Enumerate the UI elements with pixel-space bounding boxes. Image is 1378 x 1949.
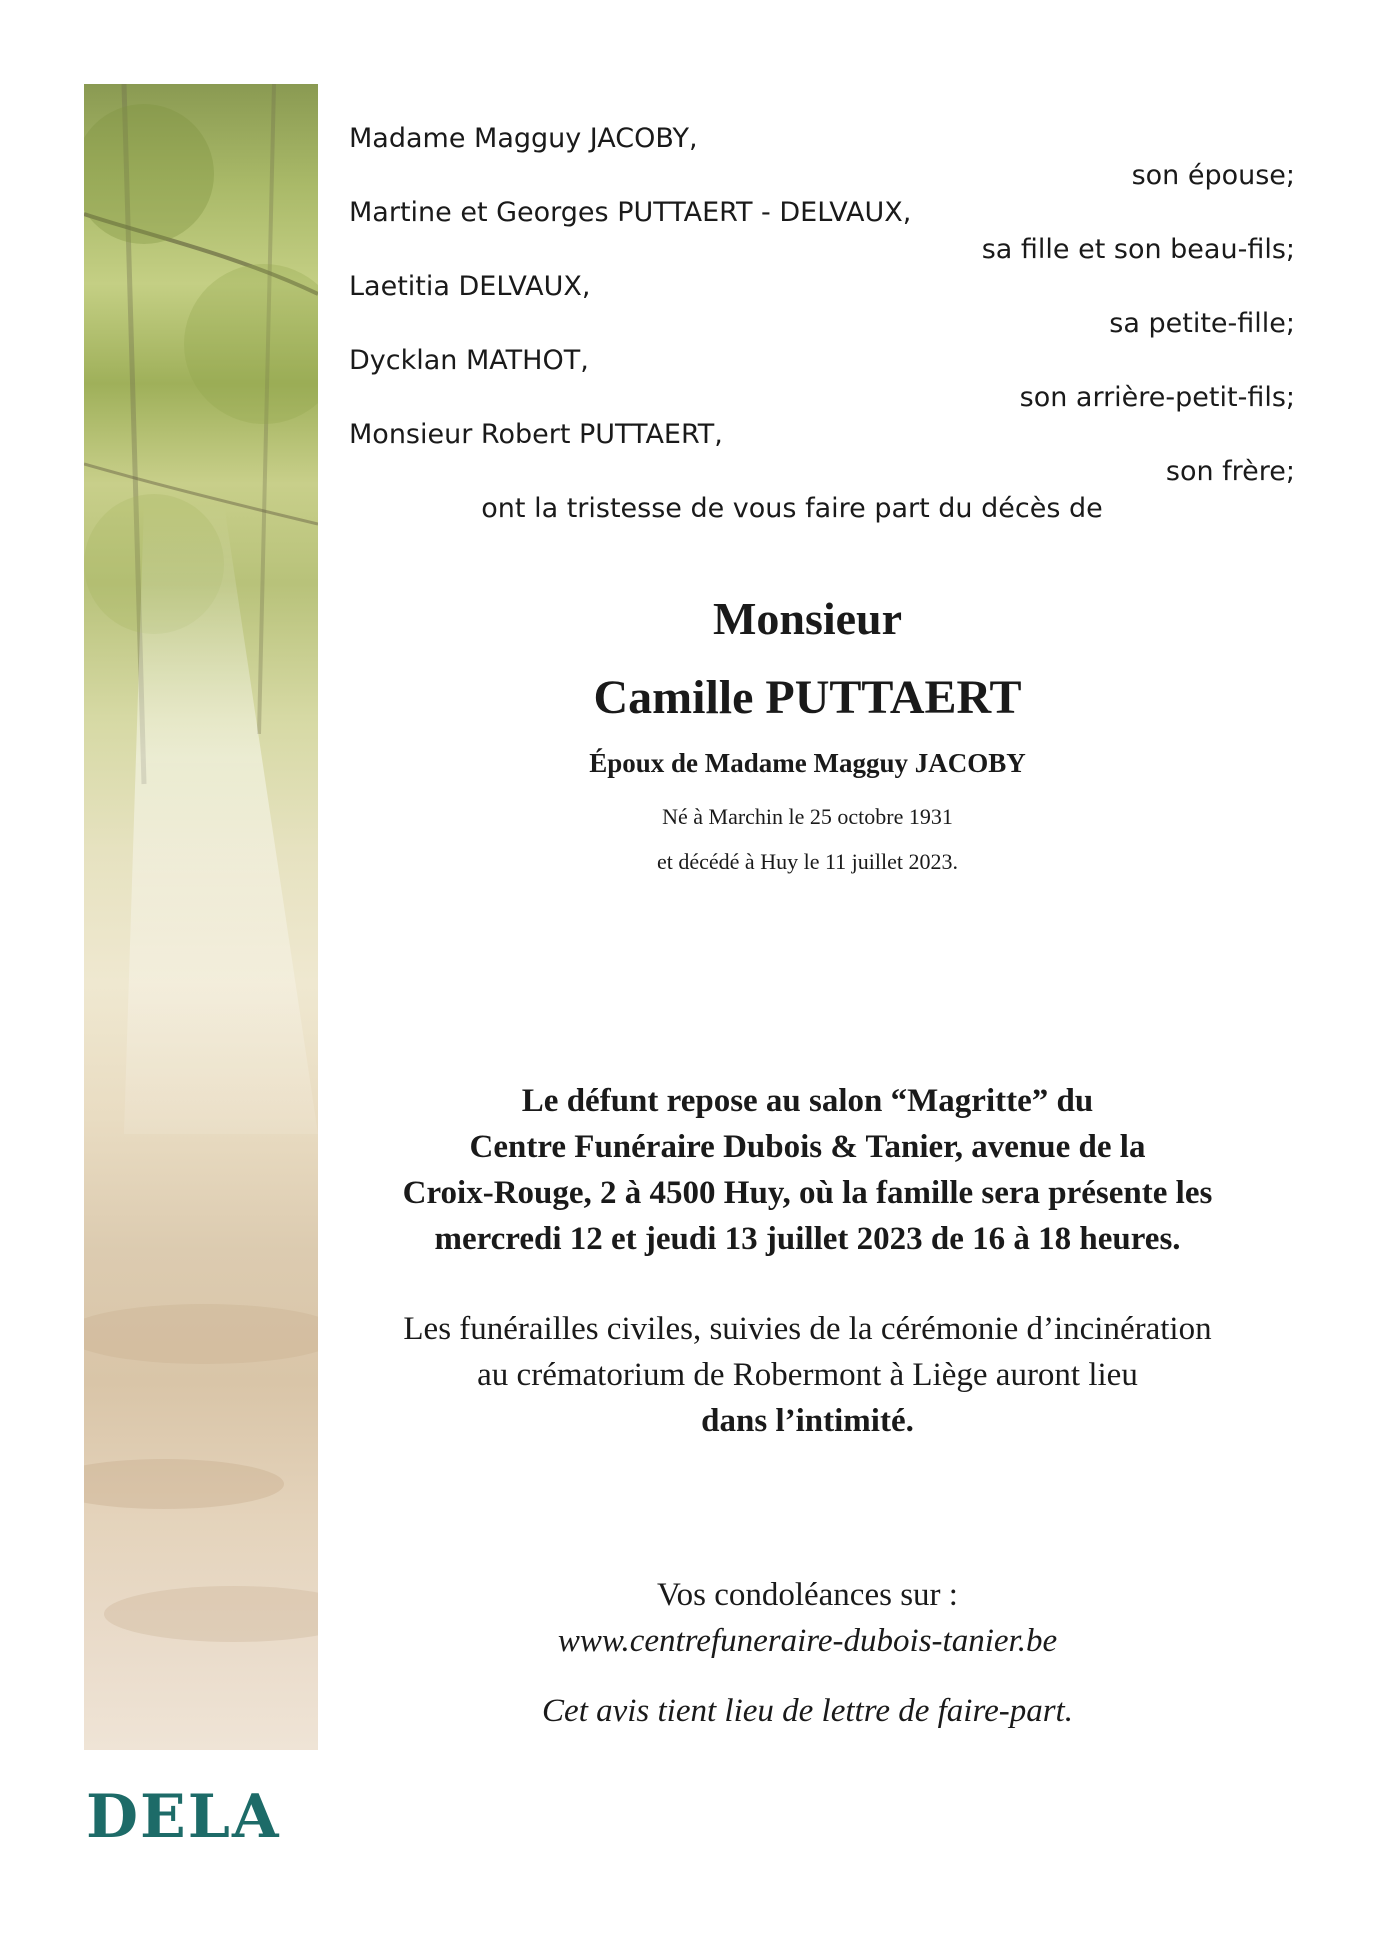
- family-member-name: Dycklan MATHOT,: [349, 345, 589, 376]
- viewing-line: Centre Funéraire Dubois & Tanier, avenue de la: [469, 1129, 1146, 1165]
- announcement-intro: ont la tristesse de vous faire part du décès de: [481, 493, 1103, 524]
- family-member-relation: son épouse;: [1131, 160, 1295, 191]
- family-member-name: Laetitia DELVAUX,: [349, 271, 591, 302]
- forest-path-photo: [84, 84, 318, 1750]
- condolences-url-link[interactable]: www.centrefuneraire-dubois-tanier.be: [557, 1623, 1058, 1659]
- condolences-block: [320, 1572, 1295, 1664]
- funeral-line: Les funérailles civiles, suivies de la cérémonie d’incinération: [403, 1311, 1212, 1347]
- deceased-title: Monsieur: [712, 593, 903, 644]
- family-member-relation: sa petite-fille;: [1109, 308, 1295, 339]
- viewing-line: mercredi 12 et jeudi 13 juillet 2023 de 16 à 18 heures.: [434, 1221, 1181, 1257]
- dela-logo: DELA: [86, 1782, 281, 1852]
- funeral-line: au crématorium de Robermont à Liège auront lieu: [477, 1357, 1138, 1393]
- birth-line: Né à Marchin le 25 octobre 1931: [662, 804, 953, 829]
- family-member-relation: son frère;: [1165, 456, 1295, 487]
- viewing-line: Le défunt repose au salon “Magritte” du: [521, 1083, 1094, 1119]
- viewing-line: Croix-Rouge, 2 à 4500 Huy, où la famille sera présente les: [402, 1175, 1213, 1211]
- family-member-name: Monsieur Robert PUTTAERT,: [349, 419, 723, 450]
- deceased-name: Camille PUTTAERT: [593, 671, 1022, 724]
- notice-text: Cet avis tient lieu de lettre de faire-part.: [542, 1693, 1073, 1729]
- family-member-name: Madame Magguy JACOBY,: [349, 123, 698, 154]
- funeral-info: [320, 1306, 1295, 1444]
- condolences-label: Vos condoléances sur :: [657, 1577, 958, 1613]
- family-member-relation: son arrière-petit-fils;: [1019, 382, 1295, 413]
- funeral-line-emphasis: dans l’intimité.: [701, 1403, 914, 1439]
- family-list: [349, 120, 1295, 527]
- viewing-info: [320, 1078, 1295, 1262]
- spouse-line: Époux de Madame Magguy JACOBY: [589, 748, 1026, 778]
- family-member-relation: sa fille et son beau-fils;: [981, 234, 1295, 265]
- death-line: et décédé à Huy le 11 juillet 2023.: [657, 849, 958, 874]
- family-member-name: Martine et Georges PUTTAERT - DELVAUX,: [349, 197, 912, 228]
